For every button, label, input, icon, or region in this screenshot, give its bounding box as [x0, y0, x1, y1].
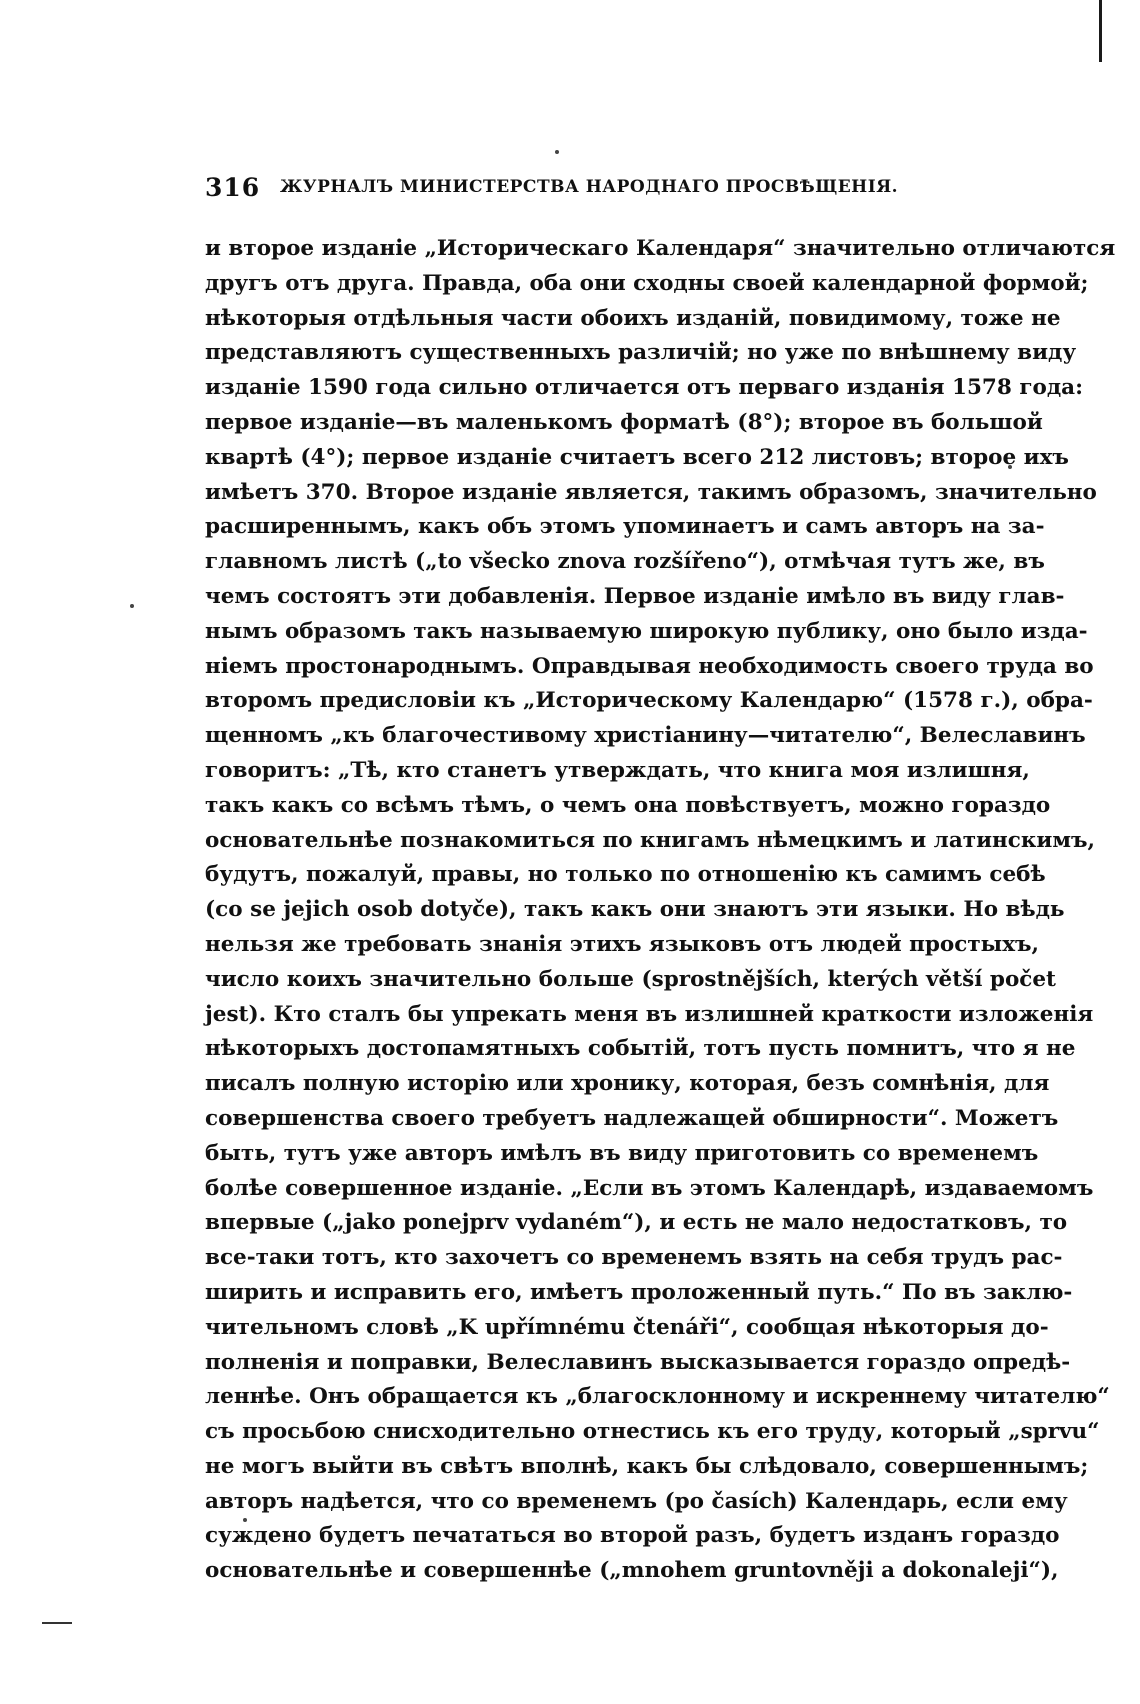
- text-line: квартѣ (4°); первое изданіе считаетъ всего 212 листовъ; второе ихъ: [205, 444, 1069, 470]
- text-line: писалъ полную исторію или хронику, которая, безъ сомнѣнія, для: [205, 1071, 1050, 1097]
- text-line: леннѣе. Онъ обращается къ „благосклонному и искреннему читателю“: [205, 1384, 1110, 1410]
- text-line: авторъ надѣется, что со временемъ (po časích) Календарь, если ему: [205, 1488, 1068, 1514]
- text-line: и второе изданіе „Историческаго Календаря“ значительно отличаются: [205, 236, 1116, 261]
- text-line: число коихъ значительно больше (sprostnějších, kterých větší počet: [205, 966, 1056, 992]
- text-line: ширить и исправить его, имѣетъ проложенный путь.“ По въ заклю-: [205, 1279, 1073, 1305]
- text-line: jest). Кто сталъ бы упрекать меня въ излишней краткости изложенія: [205, 1001, 1094, 1027]
- text-line: расширеннымъ, какъ объ этомъ упоминаетъ и самъ авторъ на за-: [205, 514, 1045, 540]
- text-line: ніемъ простонароднымъ. Оправдывая необходимость своего труда во: [205, 653, 1094, 679]
- page-number: 316: [205, 173, 261, 202]
- text-line: быть, тутъ уже авторъ имѣлъ въ виду приготовить со временемъ: [205, 1140, 1039, 1166]
- running-title: ЖУРНАЛЪ МИНИСТЕРСТВА НАРОДНАГО ПРОСВѢЩЕНІЯ.: [280, 177, 899, 197]
- text-line: нельзя же требовать знанія этихъ языковъ отъ людей простыхъ,: [205, 931, 1040, 957]
- text-line: нымъ образомъ такъ называемую широкую публику, оно было изда-: [205, 618, 1088, 644]
- text-line: полненія и поправки, Велеславинъ высказывается гораздо опредѣ-: [205, 1349, 1071, 1375]
- text-line: говоритъ: „Тѣ, кто станетъ утверждать, что книга моя излишня,: [205, 757, 1030, 783]
- text-line: представляютъ существенныхъ различій; но уже по внѣшнему виду: [205, 340, 1077, 366]
- text-line: первое изданіе—въ маленькомъ форматѣ (8°); второе въ большой: [205, 409, 1043, 435]
- text-line: съ просьбою снисходительно отнестись къ его труду, который „sprvu“: [205, 1419, 1100, 1445]
- text-line: будутъ, пожалуй, правы, но только по отношенію къ самимъ себѣ: [205, 862, 1046, 888]
- text-line: впервые („jako ponejprv vydaném“), и есть не мало недостатковъ, то: [205, 1210, 1068, 1236]
- text-line: другъ отъ друга. Правда, оба они сходны своей календарной формой;: [205, 270, 1089, 296]
- body-text: [205, 232, 1116, 1589]
- text-line: нѣкоторыхъ достопамятныхъ событій, тотъ пусть помнитъ, что я не: [205, 1036, 1076, 1062]
- page-edge-line: [1099, 0, 1102, 62]
- text-line: щенномъ „къ благочестивому христіанину—читателю“, Велеславинъ: [205, 723, 1086, 749]
- text-line: главномъ листѣ („to všecko znova rozšířeno“), отмѣчая тутъ же, въ: [205, 549, 1045, 575]
- text-line: все-таки тотъ, кто захочетъ со временемъ взять на себя трудъ рас-: [205, 1245, 1063, 1271]
- scan-mark: [42, 1622, 72, 1624]
- text-line: суждено будетъ печататься во второй разъ, будетъ изданъ гораздо: [205, 1523, 1060, 1549]
- text-line: имѣетъ 370. Второе изданіе является, такимъ образомъ, значительно: [205, 479, 1097, 505]
- text-line: (co se jejich osob dotyče), такъ какъ они знаютъ эти языки. Но вѣдь: [205, 897, 1065, 923]
- scan-speck: [555, 150, 559, 154]
- text-line: основательнѣе познакомиться по книгамъ нѣмецкимъ и латинскимъ,: [205, 827, 1095, 853]
- text-line: болѣе совершенное изданіе. „Если въ этомъ Календарѣ, издаваемомъ: [205, 1175, 1094, 1201]
- text-line: совершенства своего требуетъ надлежащей обширности“. Можетъ: [205, 1105, 1059, 1131]
- scan-speck: [130, 604, 134, 608]
- text-line: чемъ состоятъ эти добавленія. Первое изданіе имѣло въ виду глав-: [205, 583, 1065, 609]
- text-line: нѣкоторыя отдѣльныя части обоихъ изданій, повидимому, тоже не: [205, 305, 1061, 331]
- text-line: изданіе 1590 года сильно отличается отъ перваго изданія 1578 года:: [205, 375, 1084, 401]
- text-line: основательнѣе и совершеннѣе („mnohem gruntovněji a dokonaleji“),: [205, 1558, 1059, 1584]
- page-header: [205, 173, 1010, 207]
- text-line: не могъ выйти въ свѣтъ вполнѣ, какъ бы слѣдовало, совершеннымъ;: [205, 1453, 1089, 1479]
- text-line: чительномъ словѣ „K upřímnému čtenáři“, сообщая нѣкоторыя до-: [205, 1314, 1049, 1340]
- text-line: второмъ предисловіи къ „Историческому Календарю“ (1578 г.), обра-: [205, 688, 1093, 714]
- text-line: такъ какъ со всѣмъ тѣмъ, о чемъ она повѣствуетъ, можно гораздо: [205, 792, 1051, 818]
